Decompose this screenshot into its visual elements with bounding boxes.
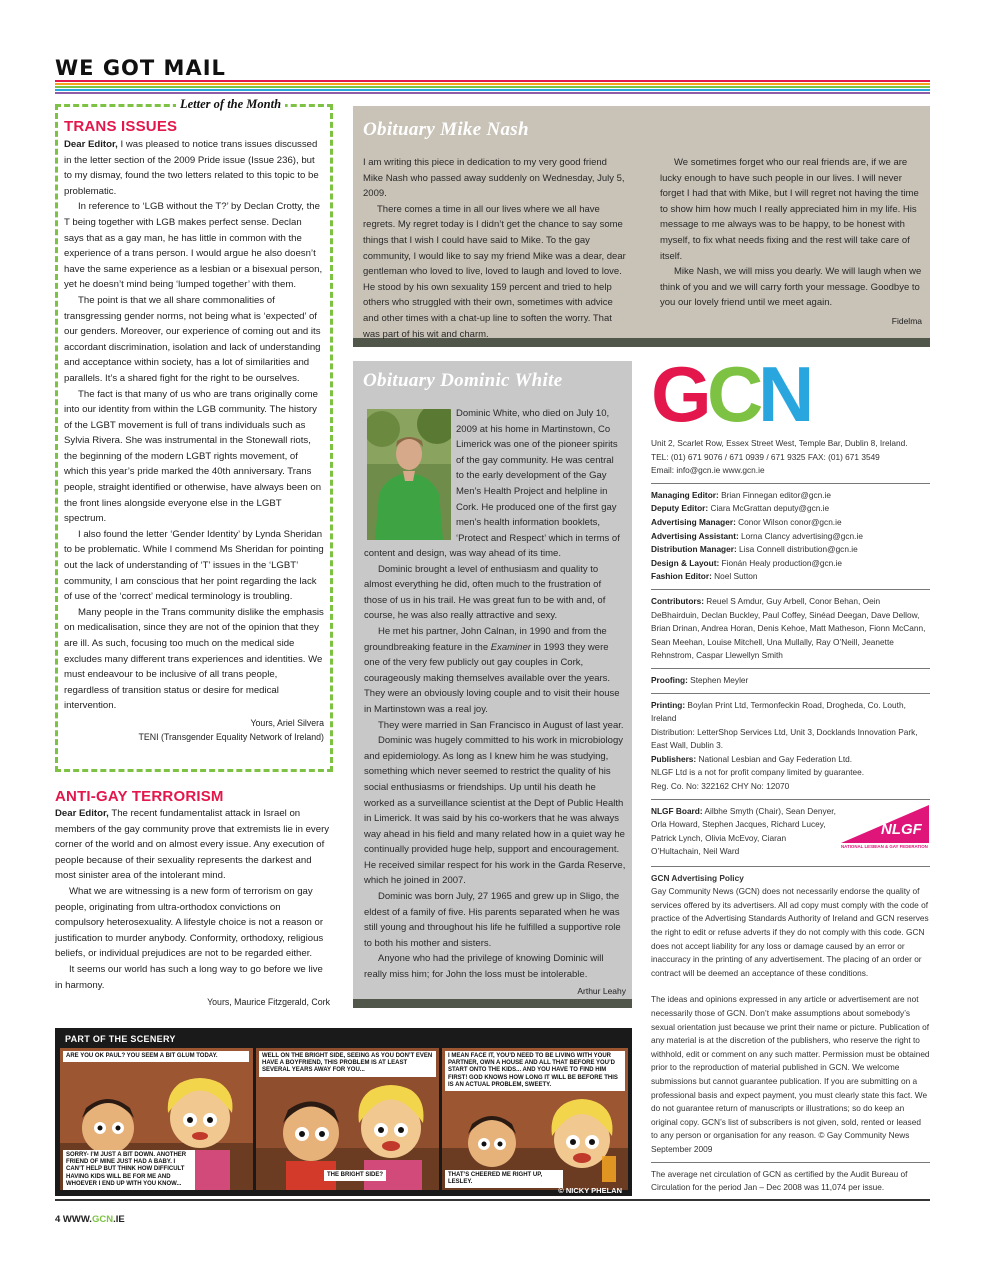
- page-number: 4: [55, 1214, 61, 1225]
- section-title: WE GOT MAIL: [55, 56, 226, 80]
- header-stripe-blue: [55, 89, 930, 91]
- obit-paragraph: Dominic brought a level of enthusiasm and quality to almost everything he did, often much to the frustration of those of us in his trail. He was great fun to be with and, of course, he was also really attractive and sexy.: [364, 563, 606, 622]
- obit-line: Limerick was one of the pioneer spirits: [456, 439, 618, 451]
- comic-credit: © NICKY PHELAN: [558, 1186, 622, 1195]
- trans-issues-letter: [64, 137, 324, 744]
- letter-paragraph: In reference to ‘LGB without the T?’ by Declan Crotty, the T being together with LGB makes perfect sense. Declan says that as a gay man, he has little in common with the experience of a trans person. I would argue he also doesn’t have the same experience as a lesbian or a bisexual person, yet he doesn’t mind being ‘lumped together’ with them.: [64, 201, 323, 291]
- obit-paragraph: I am writing this piece in dedication to my very good friend Mike Nash who passed away suddenly on Wednesday, July 5, 2009.: [363, 157, 625, 200]
- comic-panel-2: [256, 1048, 439, 1190]
- staff-row: Managing Editor: Brian Finnegan editor@gcn.ie: [651, 489, 831, 500]
- staff-row: Fashion Editor: Noel Sutton: [651, 571, 758, 582]
- obit-paragraph: They were married in San Francisco in August of last year.: [378, 719, 624, 731]
- divider: [651, 799, 930, 800]
- dominic-wrap-text: [456, 406, 626, 546]
- trans-issues-heading: TRANS ISSUES: [64, 118, 178, 135]
- registration: Reg. Co. No: 322162 CHY No: 12070: [651, 781, 790, 792]
- page-folio: 4 WWW.GCN.IE: [55, 1214, 125, 1225]
- policy-title: GCN Advertising Policy: [651, 872, 744, 883]
- masthead: [651, 361, 930, 1195]
- obit-paragraph: He met his partner, John Calnan, in 1990 and from the groundbreaking feature in the Examiner in 1993 they were one of the very few publicly out gay couples in Cork, courageously making themselves available over the years. They were an obviously loving couple and to visit their house in Martinstown was a real joy.: [364, 625, 620, 715]
- nlgf-logo-text: NLGF: [881, 820, 922, 838]
- header-stripe-green: [55, 86, 930, 88]
- dominic-photo: [367, 409, 451, 540]
- obit-paragraph: Mike Nash, we will miss you dearly. We will laugh when we think of you and we will carry forth your message. Goodbye to you our lovely friend until we meet again.: [660, 266, 922, 309]
- obituary-mike-signature: Fidelma: [891, 315, 922, 326]
- contributors: Contributors: Reuel S Amdur, Guy Arbell, Conor Behan, Oein DeBhairduin, Declan Buckley, Paul Coffey, Sinéad Deegan, Dave Dellow, Brian Drinan, Andrea Horan, Denis Kehoe, Matt Matheson, Fionn McCann, Sean Meehan, Louise Mitchell, Una Mullally, Ray O’Neill, Jeanette Rehnstrom, Caspar Llewellyn Smith: [651, 595, 926, 661]
- masthead-tel: TEL: (01) 671 9076 / 671 0939 / 671 9325 FAX: (01) 671 3549: [651, 451, 880, 462]
- dominic-portrait-image: [367, 409, 451, 540]
- obit-paragraph: We sometimes forget who our real friends are, if we are lucky enough to have such people in our lives. I will never forget I had that with Mike, but I will regret not having the time to show him how much I really appreciated him in my life. His message to me always was to be happy, to be honest with myself, to fix what needs fixing and the rest will take care of itself.: [660, 157, 919, 262]
- masthead-email: Email: info@gcn.ie www.gcn.ie: [651, 465, 765, 476]
- obit-line: men’s health information booklets,: [456, 517, 600, 529]
- obit-line: to the early development of the Gay: [456, 470, 607, 482]
- comic-panel-2-top-bubble: WELL ON THE BRIGHT SIDE, SEEING AS YOU DON’T EVEN HAVE A BOYFRIEND, THIS PROBLEM IS AT LEAST SEVERAL YEARS AWAY FOR YOU...: [259, 1051, 436, 1077]
- header-stripe-orange: [55, 83, 930, 85]
- obit-line: Men’s Health Project and helpline in: [456, 485, 608, 497]
- staff-row: Distribution Manager: Lisa Connell distribution@gcn.ie: [651, 544, 858, 555]
- nlgf-note: NLGF Ltd is a not for profit company limited by guarantee.: [651, 767, 865, 778]
- proofing: Proofing: Stephen Meyler: [651, 674, 749, 685]
- svg-text:N: N: [758, 361, 815, 429]
- letter-paragraph: It seems our world has such a long way to go before we live in harmony.: [55, 963, 323, 991]
- staff-row: Deputy Editor: Ciara McGrattan deputy@gcn.ie: [651, 503, 830, 514]
- dominic-body-text: [364, 546, 626, 998]
- obit-line: ‘Protect and Respect’ which in terms of: [456, 532, 620, 544]
- obit-paragraph: There comes a time in all our lives where we all have regrets. My regret today is I didn’t get the chance to say some things that I wish I could have said to Mike. To the gay community, I would like to say my friend Mike was a dear, dear gentleman who loved to live, loved to laugh and loved to love. He stood by his own sexuality 159 percent and tried to help others who struggled with their own, sometimes with advice and other times with a chat-up line to soften the worry. That was part of his wit and charm.: [363, 203, 626, 340]
- nlgf-board-block: [651, 805, 930, 861]
- obituary-mike-left-column: [363, 155, 628, 342]
- letter-paragraph: Dear Editor, I was pleased to notice trans issues discussed in the letter section of the 2009 Pride issue (Issue 236), but to my dismay, found the two letters related to this topic to be problematic.: [64, 139, 319, 197]
- staff-row: Advertising Assistant: Lorna Clancy advertising@gcn.ie: [651, 530, 863, 541]
- svg-text:C: C: [707, 361, 758, 429]
- obituary-dominic-bar: [353, 999, 632, 1008]
- letter-signature-org: TENI (Transgender Equality Network of Ireland): [138, 731, 324, 742]
- obituary-mike-title: Obituary Mike Nash: [363, 119, 529, 140]
- letter-paragraph: I also found the letter ‘Gender Identity’ by Lynda Sheridan to be problematic. While I commend Ms Sheridan for pointing out the lack of understanding of ‘T’ issues in the ‘LGBT’ community, I am conscious that her point regarding the lack of use of the ‘correct’ medical terminology is troubling.: [64, 528, 324, 603]
- nlgf-board: NLGF Board: Ailbhe Smyth (Chair), Sean Denyer, Orla Howard, Stephen Jacques, Richard Lucey, Patrick Lynch, Olivia McEvoy, Ciaran O’Hultachain, Neil Ward: [651, 805, 836, 857]
- header-stripe-red: [55, 80, 930, 82]
- printing: Printing: Boylan Print Ltd, Termonfeckin Road, Drogheda, Co. Louth, Ireland: [651, 699, 906, 724]
- nlgf-logo-subtitle: NATIONAL LESBIAN & GAY FEDERATION: [841, 843, 928, 849]
- comic-panel-1-bottom-bubble: SORRY- I’M JUST A BIT DOWN. ANOTHER FRIEND OF MINE JUST HAD A BABY. I CAN’T HELP BUT THINK HOW DIFFICULT HAVING KIDS WILL BE FOR ME AND WHOEVER I END UP WITH YOU KNOW...: [63, 1150, 195, 1190]
- staff-row: Advertising Manager: Conor Wilson conor@gcn.ie: [651, 516, 842, 527]
- obit-line: of the gay community. He was central: [456, 454, 614, 466]
- policy-text: Gay Community News (GCN) does not necessarily endorse the quality of services offered by its advertisers. All ad copy must comply with the code of practice of the Advertising Standards Authority of Ireland and GCN reserves the right to edit or refuse adverts if they do not comply with this code. GCN does not accept liability for any loss or damage caused by an error or inaccuracy in the printing of any advertisement. The placing of an order or contract will be deemed an acceptance of these conditions.: [651, 886, 929, 978]
- letter-paragraph: Dear Editor, The recent fundamentalist attack in Israel on members of the gay community prove that extremists lie in every corner of the world and on almost every issue. Any execution of people because of their sexuality represents the darkest and most sinister area of the intolerant mind.: [55, 808, 330, 882]
- letter-signature: Yours, Maurice Fitzgerald, Cork: [207, 997, 330, 1008]
- comic-panel-1: [60, 1048, 253, 1190]
- comic-title: PART OF THE SCENERY: [65, 1034, 176, 1044]
- obit-paragraph: Dominic was hugely committed to his work in microbiology and epidemiology. As long as I knew him he was studying, something which never seemed to restrict the quality of his social enthusiasms or friendships. Up until his death he worked as a surveillance scientist at the Dept of Public Health in Limerick. It was said by his co-workers that he was always way ahead in his field and many related how in a quiet way he continually provided huge help, support and encouragement. He received similar respect for his work in the Garda Reserve, which he joined in 2007.: [364, 735, 626, 887]
- divider: [651, 483, 930, 484]
- obituary-mike-right-column: [660, 155, 922, 328]
- comic-panel-1-top-bubble: ARE YOU OK PAUL? YOU SEEM A BIT GLUM TODAY.: [63, 1051, 249, 1062]
- obit-line: Cork. He produced one of the first gay: [456, 501, 617, 513]
- gcn-logo: [651, 361, 930, 429]
- obit-paragraph: Anyone who had the privilege of knowing Dominic will really miss him; for John the loss must be intolerable.: [364, 953, 604, 981]
- obit-paragraph: Dominic was born July, 27 1965 and grew up in Sligo, the eldest of a family of five. His parents separated when he was still young and throughout his life he fulfilled a supportive role to both his mother and sisters.: [364, 891, 621, 949]
- obit-line: 2009 at his home in Martinstown, Co: [456, 423, 611, 435]
- letter-paragraph: What we are witnessing is a new form of terrorism on gay people, originating from ultra-orthodox convictions on compulsory heterosexuality. A lifestyle choice is not a reason or justification to murder anybody. Conformity, orthodoxy, religious beliefs, or individual prejudices are not to be regarded either.: [55, 885, 324, 960]
- nlgf-logo: [841, 805, 929, 853]
- letter-paragraph: The point is that we all share commonalities of transgressing gender norms, not being what is ‘expected’ of our genders. Moreover, our experience of coming out and its accordant discrimination, isolation and lack of understanding and acceptance within society, has a lot of similarities and parallels. It’s a shared fight for the right to be ourselves.: [64, 294, 321, 384]
- svg-text:G: G: [651, 361, 706, 429]
- obituary-dominic-title: Obituary Dominic White: [363, 370, 563, 391]
- obit-paragraph: content and design, was way ahead of its time.: [364, 548, 561, 559]
- letter-signature: Yours, Ariel Silvera: [250, 717, 324, 728]
- letter-salutation: Dear Editor,: [55, 808, 109, 819]
- disclaimer-text: The ideas and opinions expressed in any article or advertisement are not necessarily those of GCN. Don’t make assumptions about somebody’s sexual orientation just because we print their name or picture. Publication of any material is at the discretion of the publishers, who reserve the right to withhold, edit or comment on any such matter. Permission must be obtained prior to the reproduction of material published in GCN. We welcome submissions but cannot guarantee publication. If you are submitting on a professional basis and expect payment, you must clearly state this fact. We do not guarantee return of manuscripts or illustrations; so do keep an original copy. GCN’s list of subscribers is not given, sold, rented or leased to any person or organisation for any reason. © Gay Community News September 2009: [651, 994, 930, 1154]
- letter-salutation: Dear Editor,: [64, 139, 118, 150]
- anti-gay-heading: ANTI-GAY TERRORISM: [55, 788, 224, 805]
- anti-gay-letter: [55, 806, 330, 1009]
- divider: [651, 589, 930, 590]
- divider: [651, 693, 930, 694]
- header-stripe-purple: [55, 92, 930, 94]
- letter-paragraph: Many people in the Trans community dislike the emphasis on medicalisation, since they are not of the opinion that they are ill. As such, focusing too much on the medical side excludes many different trans experiences and identities. We must endeavour to be inclusive of all trans people, regardless of transition status or desire for medical intervention.: [64, 606, 324, 712]
- comic-panel-3-bottom-bubble: THAT’S CHEERED ME RIGHT UP, LESLEY.: [445, 1170, 563, 1188]
- comic-strip: [55, 1028, 632, 1196]
- divider: [651, 866, 930, 867]
- divider: [651, 1162, 930, 1163]
- gcn-logo-image: [651, 361, 826, 429]
- publishers: Publishers: National Lesbian and Gay Federation Ltd.: [651, 753, 853, 764]
- masthead-address: Unit 2, Scarlet Row, Essex Street West, Temple Bar, Dublin 8, Ireland.: [651, 438, 908, 448]
- staff-row: Design & Layout: Fionán Healy production@gcn.ie: [651, 557, 843, 568]
- distribution: Distribution: LetterShop Services Ltd, Unit 3, Docklands Innovation Park, East Wall, Dublin 3.: [651, 726, 918, 751]
- obituary-dominic-signature: Arthur Leahy: [577, 985, 626, 996]
- divider: [651, 668, 930, 669]
- comic-panel-3-top-bubble: I MEAN FACE IT, YOU’D NEED TO BE LIVING WITH YOUR PARTNER, OWN A HOUSE AND ALL THAT BEFORE YOU’D START ONTO THE KIDS... AND YOU HAVE TO FIND HIM FIRST! GOD KNOWS HOW LONG IT WILL BE BEFORE THIS IS AN ACTUAL PROBLEM, SWEETY.: [445, 1051, 625, 1091]
- letter-paragraph: The fact is that many of us who are trans originally come into our identity from within the LGB community. The history of the LGBT movement is full of trans individuals such as Sylvia Rivera. She was instrumental in the Stonewall riots, the beginning of the modern LGBT rights movement, of which this year’s pride marked the 40th anniversary. Trans people, straight identified or otherwise, have always been on the front lines alongside everyone else in the LGBT spectrum.: [64, 388, 322, 525]
- obit-line: Dominic White, who died on July 10,: [456, 408, 610, 419]
- comic-panel-3: [442, 1048, 628, 1190]
- comic-panel-2-bottom-bubble: THE BRIGHT SIDE?: [324, 1170, 386, 1181]
- letter-of-month-label: Letter of the Month: [176, 97, 285, 112]
- circulation-text: The average net circulation of GCN as certified by the Audit Bureau of Circulation for the period Jan – Dec 2008 was 11,074 per issue.: [651, 1168, 908, 1193]
- footer-rule: [55, 1199, 930, 1201]
